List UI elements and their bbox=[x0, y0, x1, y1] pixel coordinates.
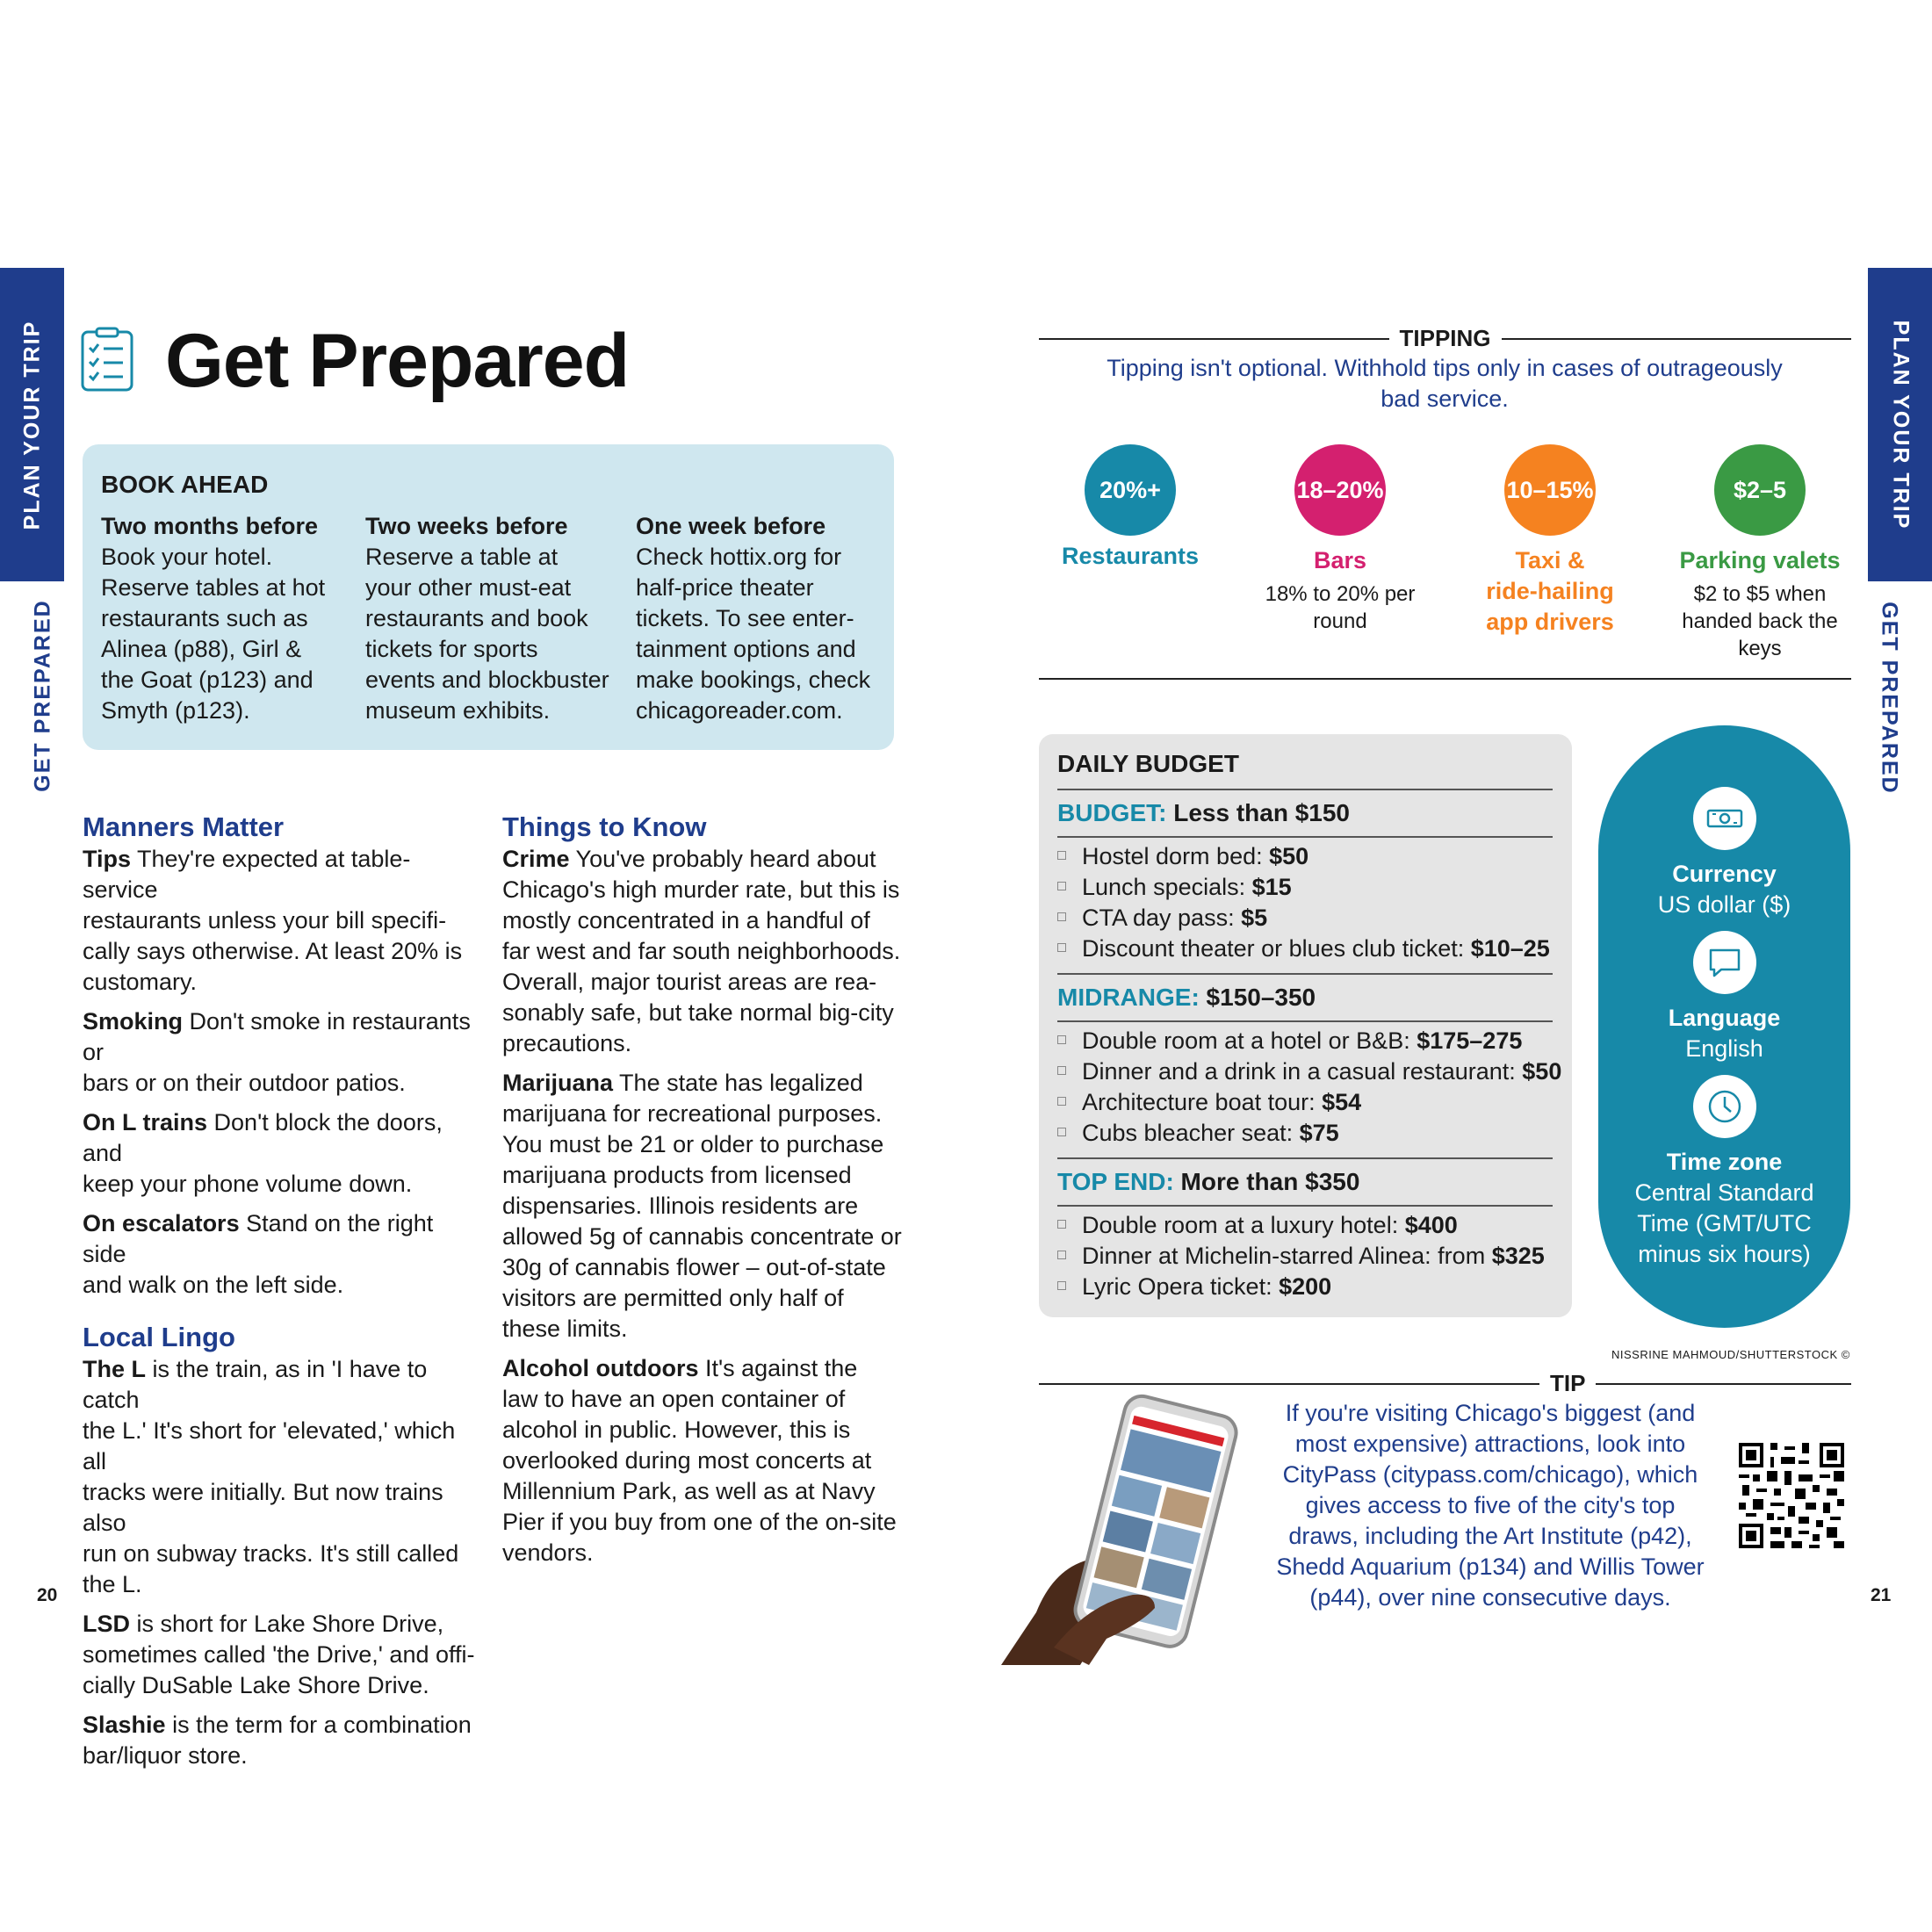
tip-desc-bars: 18% to 20% per round bbox=[1265, 582, 1416, 633]
book-line: tickets. To see enter- bbox=[636, 605, 854, 631]
budget-tier-heading: MIDRANGE: $150–350 bbox=[1057, 984, 1316, 1011]
side-tab-left bbox=[0, 268, 64, 581]
book-line: Reserve a table at bbox=[365, 544, 559, 570]
language-fact: Language English bbox=[1668, 1005, 1781, 1062]
photo-credit: NISSRINE MAHMOUD/SHUTTERSTOCK © bbox=[1611, 1348, 1850, 1361]
book-column-heading: Two weeks before bbox=[365, 513, 568, 539]
budget-item: Lyric Opera ticket: $200 bbox=[1057, 1272, 1331, 1302]
manners-item: On L trains Don't block the doors, and keep your phone volume down. bbox=[83, 1109, 443, 1197]
budget-item: Cubs bleacher seat: $75 bbox=[1057, 1118, 1339, 1149]
budget-item: Dinner at Michelin-starred Alinea: from $325 bbox=[1057, 1241, 1545, 1272]
manners-heading: Manners Matter bbox=[83, 811, 285, 842]
manners-item: Smoking Don't smoke in restaurants or bars or on their outdoor patios. bbox=[83, 1008, 471, 1096]
side-sub-right: GET PREPARED bbox=[1877, 602, 1902, 795]
page-number-right: 21 bbox=[1871, 1585, 1892, 1605]
book-line: tainment options and bbox=[636, 636, 856, 662]
book-column-heading: One week before bbox=[636, 513, 826, 539]
timezone-fact: Time zone Central Standard Time (GMT/UTC minus six hours) bbox=[1634, 1149, 1814, 1267]
tipping-heading: TIPPING bbox=[1399, 325, 1491, 351]
budget-item: Double room at a hotel or B&B: $175–275 bbox=[1057, 1026, 1522, 1056]
manners-item: On escalators Stand on the right side and walk on the left side. bbox=[83, 1210, 434, 1298]
checklist-icon bbox=[81, 327, 135, 392]
page-number-left: 20 bbox=[37, 1585, 58, 1605]
budget-item: Lunch specials: $15 bbox=[1057, 872, 1292, 903]
budget-tier-heading: TOP END: More than $350 bbox=[1057, 1168, 1360, 1195]
book-line: Smyth (p123). bbox=[101, 697, 250, 724]
book-column bbox=[636, 511, 890, 726]
book-line: make bookings, check bbox=[636, 667, 871, 693]
tip-circle-valets: $2–5 bbox=[1714, 444, 1806, 536]
currency-fact: Currency US dollar ($) bbox=[1657, 861, 1791, 918]
tipping-rule bbox=[1039, 325, 1851, 352]
daily-budget-box bbox=[1039, 734, 1572, 1317]
tip-label-bars: Bars bbox=[1313, 547, 1367, 573]
book-line: Alinea (p88), Girl & bbox=[101, 636, 302, 662]
speech-bubble-icon bbox=[1693, 931, 1756, 994]
book-line: your other must-eat bbox=[365, 574, 572, 601]
things-item: Crime You've probably heard about Chicago's high murder rate, but this is mostly concentrated in a handful of far west and far south neighborhoods. Overall, major tourist areas are rea- sonably safe, but take normal big-city precautions. bbox=[502, 846, 901, 1056]
qr-code[interactable] bbox=[1739, 1443, 1844, 1548]
tip-desc-valets: $2 to $5 when handed back the keys bbox=[1682, 582, 1838, 660]
book-line: museum exhibits. bbox=[365, 697, 551, 724]
currency-icon bbox=[1693, 787, 1756, 850]
book-ahead-heading: BOOK AHEAD bbox=[101, 471, 269, 498]
budget-heading: DAILY BUDGET bbox=[1057, 750, 1239, 777]
tip-circle-taxi: 10–15% bbox=[1504, 444, 1596, 536]
budget-item: Dinner and a drink in a casual restaurant: $50 bbox=[1057, 1056, 1561, 1087]
tip-circle-restaurants: 20%+ bbox=[1085, 444, 1176, 536]
tipping-intro: Tipping isn't optional. Withhold tips only in cases of outrageously bad service. bbox=[1107, 355, 1783, 412]
book-line: Book your hotel. bbox=[101, 544, 273, 570]
lingo-item: The L is the train, as in 'I have to catch the L.' It's short for 'elevated,' which all tracks were initially. But now trains also run on subway tracks. It's still called the L. bbox=[83, 1356, 459, 1597]
things-column bbox=[502, 811, 906, 1577]
book-line: Check hottix.org for bbox=[636, 544, 842, 570]
page-title: Get Prepared bbox=[165, 319, 630, 403]
budget-item: CTA day pass: $5 bbox=[1057, 903, 1267, 934]
tip-label-restaurants: Restaurants bbox=[1061, 543, 1200, 569]
lingo-heading: Local Lingo bbox=[83, 1322, 235, 1352]
tip-label-valets: Parking valets bbox=[1679, 547, 1841, 573]
book-column bbox=[101, 511, 347, 726]
side-tab-left-label: PLAN YOUR TRIP bbox=[19, 320, 44, 530]
manners-lingo-column bbox=[83, 811, 478, 1780]
manners-item: Tips They're expected at table-service restaurants unless your bill specifi- cally says otherwise. At least 20% is customary. bbox=[83, 846, 463, 995]
book-line: chicagoreader.com. bbox=[636, 697, 843, 724]
tip-label-taxi: Taxi & ride-hailing app drivers bbox=[1486, 547, 1614, 635]
budget-item: Double room at a luxury hotel: $400 bbox=[1057, 1210, 1458, 1241]
facts-pill bbox=[1598, 725, 1850, 1328]
book-line: Reserve tables at hot bbox=[101, 574, 326, 601]
things-heading: Things to Know bbox=[502, 811, 707, 842]
book-line: the Goat (p123) and bbox=[101, 667, 314, 693]
tip-text: If you're visiting Chicago's biggest (and most expensive) attractions, look into CityPass (citypass.com/chicago), which gives access to five of the city's top draws, including the Art Institute (p42), Shedd Aquarium (p134) and Willis Tower (p44), over nine consecutive days. bbox=[1276, 1400, 1705, 1611]
budget-item: Hostel dorm bed: $50 bbox=[1057, 841, 1308, 872]
book-column-heading: Two months before bbox=[101, 513, 318, 539]
things-item: Marijuana The state has legalized marijuana for recreational purposes. You must be 21 or older to purchase marijuana products from licensed dispensaries. Illinois residents are allowed 5g of cannabis concentrate or 30g of cannabis flower – out-of-state visitors are permitted only half of these limits. bbox=[502, 1070, 902, 1342]
tip-circle-bars: 18–20% bbox=[1294, 444, 1386, 536]
side-sub-left: GET PREPARED bbox=[30, 599, 55, 792]
lingo-item: LSD is short for Lake Shore Drive, sometimes called 'the Drive,' and offi- cially DuSable Lake Shore Drive. bbox=[83, 1611, 475, 1698]
budget-tier-heading: BUDGET: Less than $150 bbox=[1057, 799, 1351, 826]
tip-heading: TIP bbox=[1550, 1370, 1586, 1396]
book-line: tickets for sports bbox=[365, 636, 538, 662]
clock-icon bbox=[1693, 1075, 1756, 1138]
things-item: Alcohol outdoors It's against the law to have an open container of alcohol in public. However, this is overlooked during most concerts at Millennium Park, as well as at Navy Pier if you buy from one of the on-site vendors. bbox=[502, 1355, 897, 1566]
phone-in-hand-image bbox=[1001, 1393, 1256, 1665]
book-line: restaurants such as bbox=[101, 605, 308, 631]
tipping-bottom-rule bbox=[1039, 678, 1851, 680]
side-tab-right-label: PLAN YOUR TRIP bbox=[1888, 320, 1913, 530]
book-line: events and blockbuster bbox=[365, 667, 609, 693]
book-line: half-price theater bbox=[636, 574, 814, 601]
side-tab-right bbox=[1868, 268, 1932, 581]
book-ahead-box bbox=[83, 444, 894, 750]
book-line: restaurants and book bbox=[365, 605, 588, 631]
book-column bbox=[365, 511, 629, 726]
lingo-item: Slashie is the term for a combination bar/liquor store. bbox=[83, 1712, 472, 1769]
budget-item: Architecture boat tour: $54 bbox=[1057, 1087, 1361, 1118]
budget-item: Discount theater or blues club ticket: $10–25 bbox=[1057, 934, 1550, 964]
